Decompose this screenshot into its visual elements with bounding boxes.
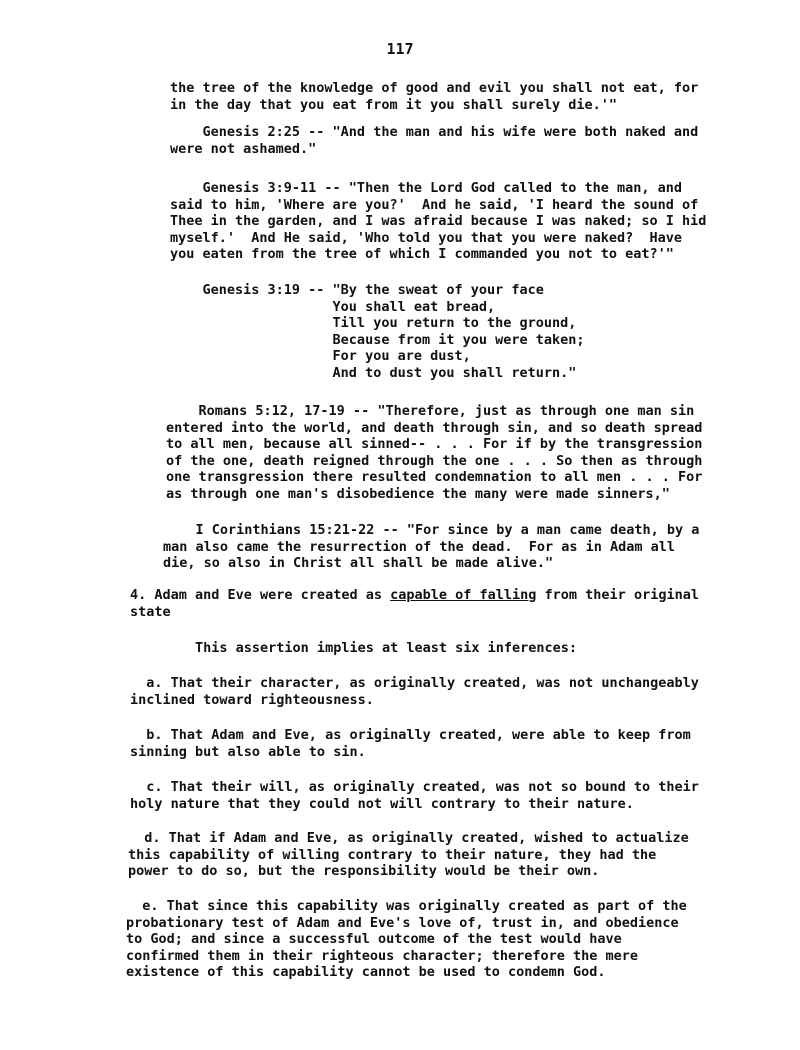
quote-genesis-3-19: Genesis 3:19 -- "By the sweat of your face You shall eat bread, Till you return to the ground, Because from it you were taken; For you are dust, And to dust you shall return." <box>170 282 585 381</box>
assertion-intro: This assertion implies at least six inferences: <box>130 640 578 656</box>
point-4-heading: 4. Adam and Eve were created as capable of falling from their original state <box>130 587 699 620</box>
underlined-phrase: capable of falling <box>390 587 537 603</box>
quote-continuation: the tree of the knowledge of good and evil you shall not eat, for in the day that you eat from it you shall surely die.'" <box>170 80 699 113</box>
quote-genesis-2-25: Genesis 2:25 -- "And the man and his wife were both naked and were not ashamed." <box>170 124 699 157</box>
quote-genesis-3-9: Genesis 3:9-11 -- "Then the Lord God called to the man, and said to him, 'Where are you?' And he said, 'I heard the sound of Thee in the garden, and I was afraid because I was naked; so I hid myself.' And He said, 'Who told you that you were naked? Have you eaten from the tree of which I commanded you not to eat?'" <box>170 180 707 262</box>
inference-b: b. That Adam and Eve, as originally created, were able to keep from sinning but also able to sin. <box>130 727 691 760</box>
quote-romans-5-12: Romans 5:12, 17-19 -- "Therefore, just as through one man sin entered into the world, and death through sin, and so death spread to all men, because all sinned-- . . . For if by the transgression of the one, death reigned through the one . . . So then as through one transgression there resulted condemnation to all men . . . For as through one man's disobedience the many were made sinners," <box>166 403 703 502</box>
inference-e: e. That since this capability was originally created as part of the probationary test of Adam and Eve's love of, trust in, and obedience to God; and since a successful outcome of the test would have confirmed them in their righteous character; therefore the mere existence of this capability cannot be used to condemn God. <box>126 898 687 980</box>
quote-1-corinthians-15-21: I Corinthians 15:21-22 -- "For since by a man came death, by a man also came the resurrection of the dead. For as in Adam all die, so also in Christ all shall be made alive." <box>163 522 700 571</box>
page-number: 117 <box>386 40 414 58</box>
inference-c: c. That their will, as originally created, was not so bound to their holy nature that they could not will contrary to their nature. <box>130 779 699 812</box>
inference-d: d. That if Adam and Eve, as originally created, wished to actualize this capability of willing contrary to their nature, they had the power to do so, but the responsibility would be their own. <box>128 830 689 879</box>
inference-a: a. That their character, as originally created, was not unchangeably inclined toward righteousness. <box>130 675 699 708</box>
